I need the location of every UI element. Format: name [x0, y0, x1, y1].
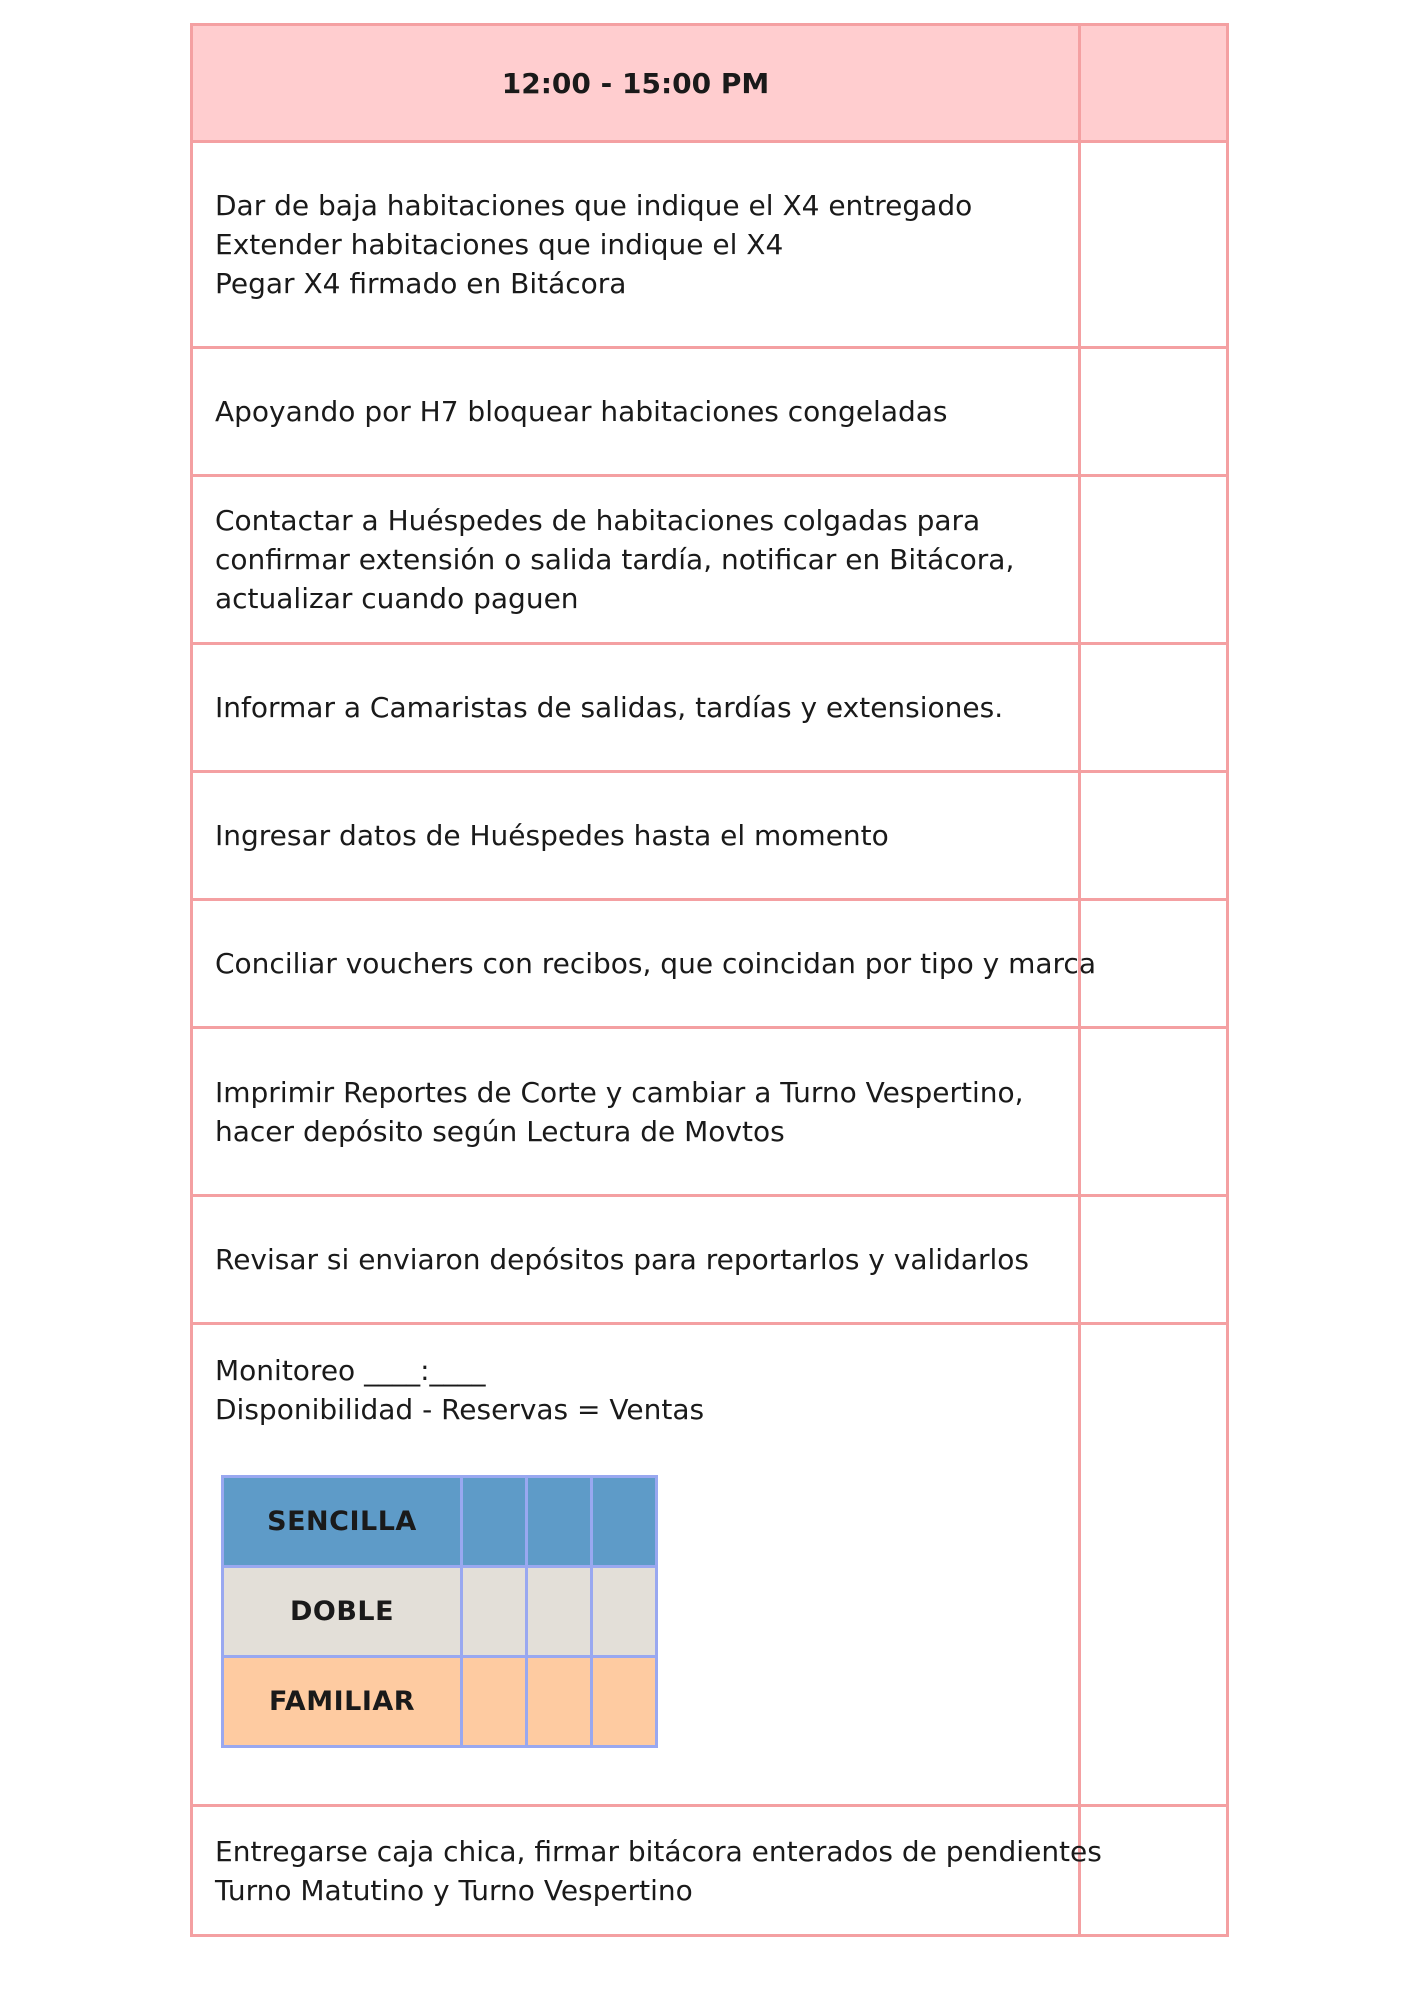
task-row — [192, 348, 1228, 476]
room-type-label: DOBLE — [223, 1567, 462, 1657]
monitoring-title: Monitoreo ____:____ — [215, 1354, 486, 1387]
room-count-cell[interactable] — [592, 1477, 657, 1567]
room-type-table — [221, 1475, 658, 1748]
task-check-cell[interactable] — [1080, 142, 1228, 348]
task-row — [192, 772, 1228, 900]
task-line: Ingresar datos de Huéspedes hasta el momento — [215, 819, 889, 852]
task-line: Dar de baja habitaciones que indique el X4 entregado — [215, 189, 973, 222]
room-count-cell[interactable] — [592, 1567, 657, 1657]
room-count-cell[interactable] — [527, 1477, 592, 1567]
task-row — [192, 476, 1228, 644]
task-line: Apoyando por H7 bloquear habitaciones congeladas — [215, 395, 948, 428]
header-row — [192, 25, 1228, 142]
room-type-row — [223, 1567, 657, 1657]
task-row — [192, 644, 1228, 772]
task-line: Revisar si enviaron depósitos para reportarlos y validarlos — [215, 1243, 1030, 1276]
room-type-label: FAMILIAR — [223, 1657, 462, 1747]
task-row — [192, 1806, 1228, 1936]
task-line: actualizar cuando paguen — [215, 582, 579, 615]
room-count-cell[interactable] — [462, 1477, 527, 1567]
task-line: Imprimir Reportes de Corte y cambiar a Turno Vespertino, — [215, 1075, 1024, 1109]
task-check-cell[interactable] — [1080, 476, 1228, 644]
room-count-cell[interactable] — [592, 1657, 657, 1747]
task-line: Entregarse caja chica, firmar bitácora enterados de pendientes — [215, 1834, 1102, 1868]
task-row — [192, 1196, 1228, 1324]
task-description — [192, 1806, 1102, 1936]
task-row — [192, 142, 1228, 348]
task-description — [192, 142, 1080, 348]
monitoring-row — [192, 1324, 1228, 1806]
task-check-cell[interactable] — [1080, 772, 1228, 900]
monitoring-formula: Disponibilidad - Reservas = Ventas — [215, 1393, 705, 1426]
task-line: hacer depósito según Lectura de Movtos — [215, 1114, 785, 1148]
room-count-cell[interactable] — [527, 1567, 592, 1657]
task-description — [192, 348, 1080, 476]
task-check-cell[interactable] — [1080, 1806, 1228, 1936]
task-line: confirmar extensión o salida tardía, notificar en Bitácora, — [215, 543, 1015, 576]
room-type-label: SENCILLA — [223, 1477, 462, 1567]
room-type-row — [223, 1477, 657, 1567]
room-type-row — [223, 1657, 657, 1747]
task-description — [192, 1028, 1080, 1196]
task-line: Pegar X4 firmado en Bitácora — [215, 267, 627, 300]
monitoring-section — [192, 1324, 1080, 1806]
task-description — [192, 900, 1096, 1028]
task-check-cell[interactable] — [1080, 348, 1228, 476]
task-line: Extender habitaciones que indique el X4 — [215, 228, 784, 261]
task-description — [192, 1196, 1080, 1324]
shift-checklist-table — [190, 23, 1229, 1937]
task-line: Contactar a Huéspedes de habitaciones colgadas para — [215, 504, 981, 537]
task-description — [192, 772, 1080, 900]
task-check-cell[interactable] — [1080, 1196, 1228, 1324]
task-line: Conciliar vouchers con recibos, que coincidan por tipo y marca — [215, 947, 1096, 980]
room-count-cell[interactable] — [462, 1567, 527, 1657]
task-description — [192, 476, 1080, 644]
task-line: Informar a Camaristas de salidas, tardías y extensiones. — [215, 691, 1004, 724]
task-line: Turno Matutino y Turno Vespertino — [215, 1873, 693, 1907]
check-column-header — [1080, 25, 1228, 142]
time-range-header: 12:00 - 15:00 PM — [192, 25, 1080, 142]
task-row — [192, 900, 1228, 1028]
room-count-cell[interactable] — [527, 1657, 592, 1747]
room-count-cell[interactable] — [462, 1657, 527, 1747]
task-check-cell[interactable] — [1080, 900, 1228, 1028]
task-check-cell[interactable] — [1080, 644, 1228, 772]
task-description — [192, 644, 1080, 772]
task-check-cell[interactable] — [1080, 1324, 1228, 1806]
task-check-cell[interactable] — [1080, 1028, 1228, 1196]
task-row — [192, 1028, 1228, 1196]
